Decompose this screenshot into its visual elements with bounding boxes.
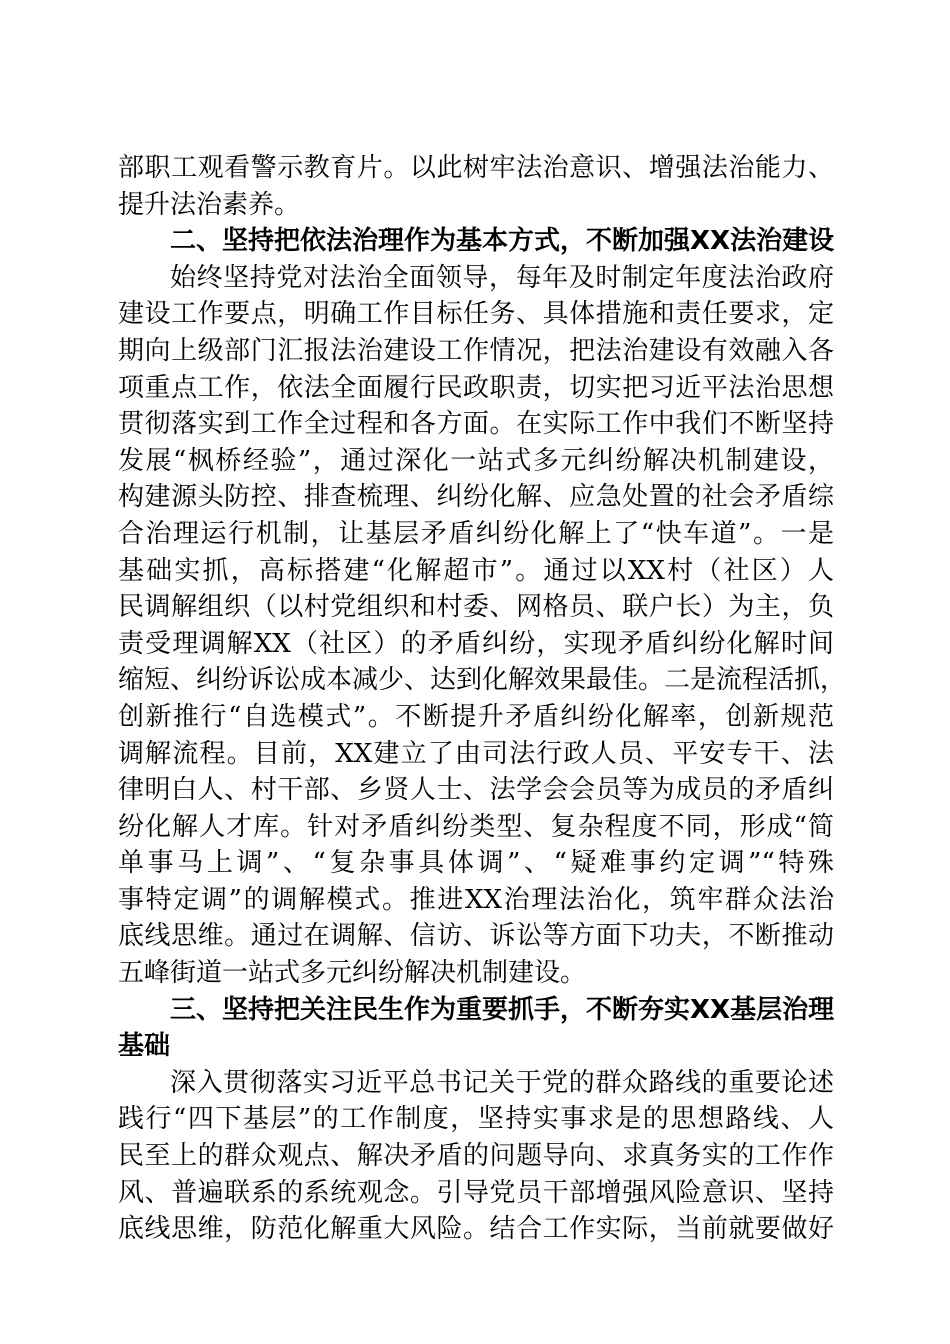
text-line: 项重点工作，依法全面履行民政职责，切实把习近平法治思想 xyxy=(118,372,834,403)
text-line: 创新推行“自选模式”。不断提升矛盾纠纷化解率，创新规范 xyxy=(118,701,834,732)
text-line: 责受理调解XX（社区）的矛盾纠纷，实现矛盾纠纷化解时间 xyxy=(118,628,834,659)
text-line: 建设工作要点，明确工作目标任务、具体措施和责任要求，定 xyxy=(118,299,834,330)
text-line: 构建源头防控、排查梳理、纠纷化解、应急处置的社会矛盾综 xyxy=(118,482,834,513)
text-line: 期向上级部门汇报法治建设工作情况，把法治建设有效融入各 xyxy=(118,335,834,366)
text-line: 深入贯彻落实习近平总书记关于党的群众路线的重要论述 xyxy=(170,1067,834,1098)
text-line: 底线思维。通过在调解、信访、诉讼等方面下功夫，不断推动 xyxy=(118,921,834,952)
text-line: 纷化解人才库。针对矛盾纠纷类型、复杂程度不同，形成“简 xyxy=(118,811,834,842)
text-line: 调解流程。目前，XX建立了由司法行政人员、平安专干、法 xyxy=(118,738,834,769)
paragraph-continuation xyxy=(118,150,834,223)
text-line: 缩短、纠纷诉讼成本减少、达到化解效果最佳。二是流程活抓， xyxy=(118,665,847,696)
document-page xyxy=(118,150,847,1248)
text-line: 贯彻落实到工作全过程和各方面。在实际工作中我们不断坚持 xyxy=(118,409,834,440)
text-line: 基础实抓，高标搭建“化解超市”。通过以XX村（社区）人 xyxy=(118,555,834,586)
section-heading: 二、坚持把依法治理作为基本方式，不断加强XX法治建设 xyxy=(170,226,835,257)
text-line: 底线思维，防范化解重大风险。结合工作实际，当前就要做好 xyxy=(118,1214,834,1245)
text-line: 始终坚持党对法治全面领导，每年及时制定年度法治政府 xyxy=(170,262,834,293)
text-line: 事特定调”的调解模式。推进XX治理法治化，筑牢群众法治 xyxy=(118,884,834,915)
text-line: 风、普遍联系的系统观念。引导党员干部增强风险意识、坚持 xyxy=(118,1177,834,1208)
section-heading: 三、坚持把关注民生作为重要抓手，不断夯实XX基层治理 xyxy=(170,994,835,1025)
text-line: 践行“四下基层”的工作制度，坚持实事求是的思想路线、人 xyxy=(118,1104,834,1135)
section-3 xyxy=(118,992,834,1248)
section-heading-continuation: 基础 xyxy=(118,1031,171,1062)
text-line: 提升法治素养。 xyxy=(118,189,301,220)
text-line: 合治理运行机制，让基层矛盾纠纷化解上了“快车道”。一是 xyxy=(118,518,834,549)
text-line: 律明白人、村干部、乡贤人士、法学会会员等为成员的矛盾纠 xyxy=(118,775,834,806)
section-2 xyxy=(118,223,847,991)
text-line: 部职工观看警示教育片。以此树牢法治意识、增强法治能力、 xyxy=(118,153,834,183)
text-line: 民至上的群众观点、解决矛盾的问题导向、求真务实的工作作 xyxy=(118,1141,834,1172)
text-line: 发展“枫桥经验”，通过深化一站式多元纠纷解决机制建设， xyxy=(118,445,834,476)
text-line: 五峰街道一站式多元纠纷解决机制建设。 xyxy=(118,958,587,989)
text-line: 民调解组织（以村党组织和村委、网格员、联户长）为主，负 xyxy=(118,592,834,623)
text-line: 单事马上调”、“复杂事具体调”、“疑难事约定调”“特殊 xyxy=(118,848,834,879)
